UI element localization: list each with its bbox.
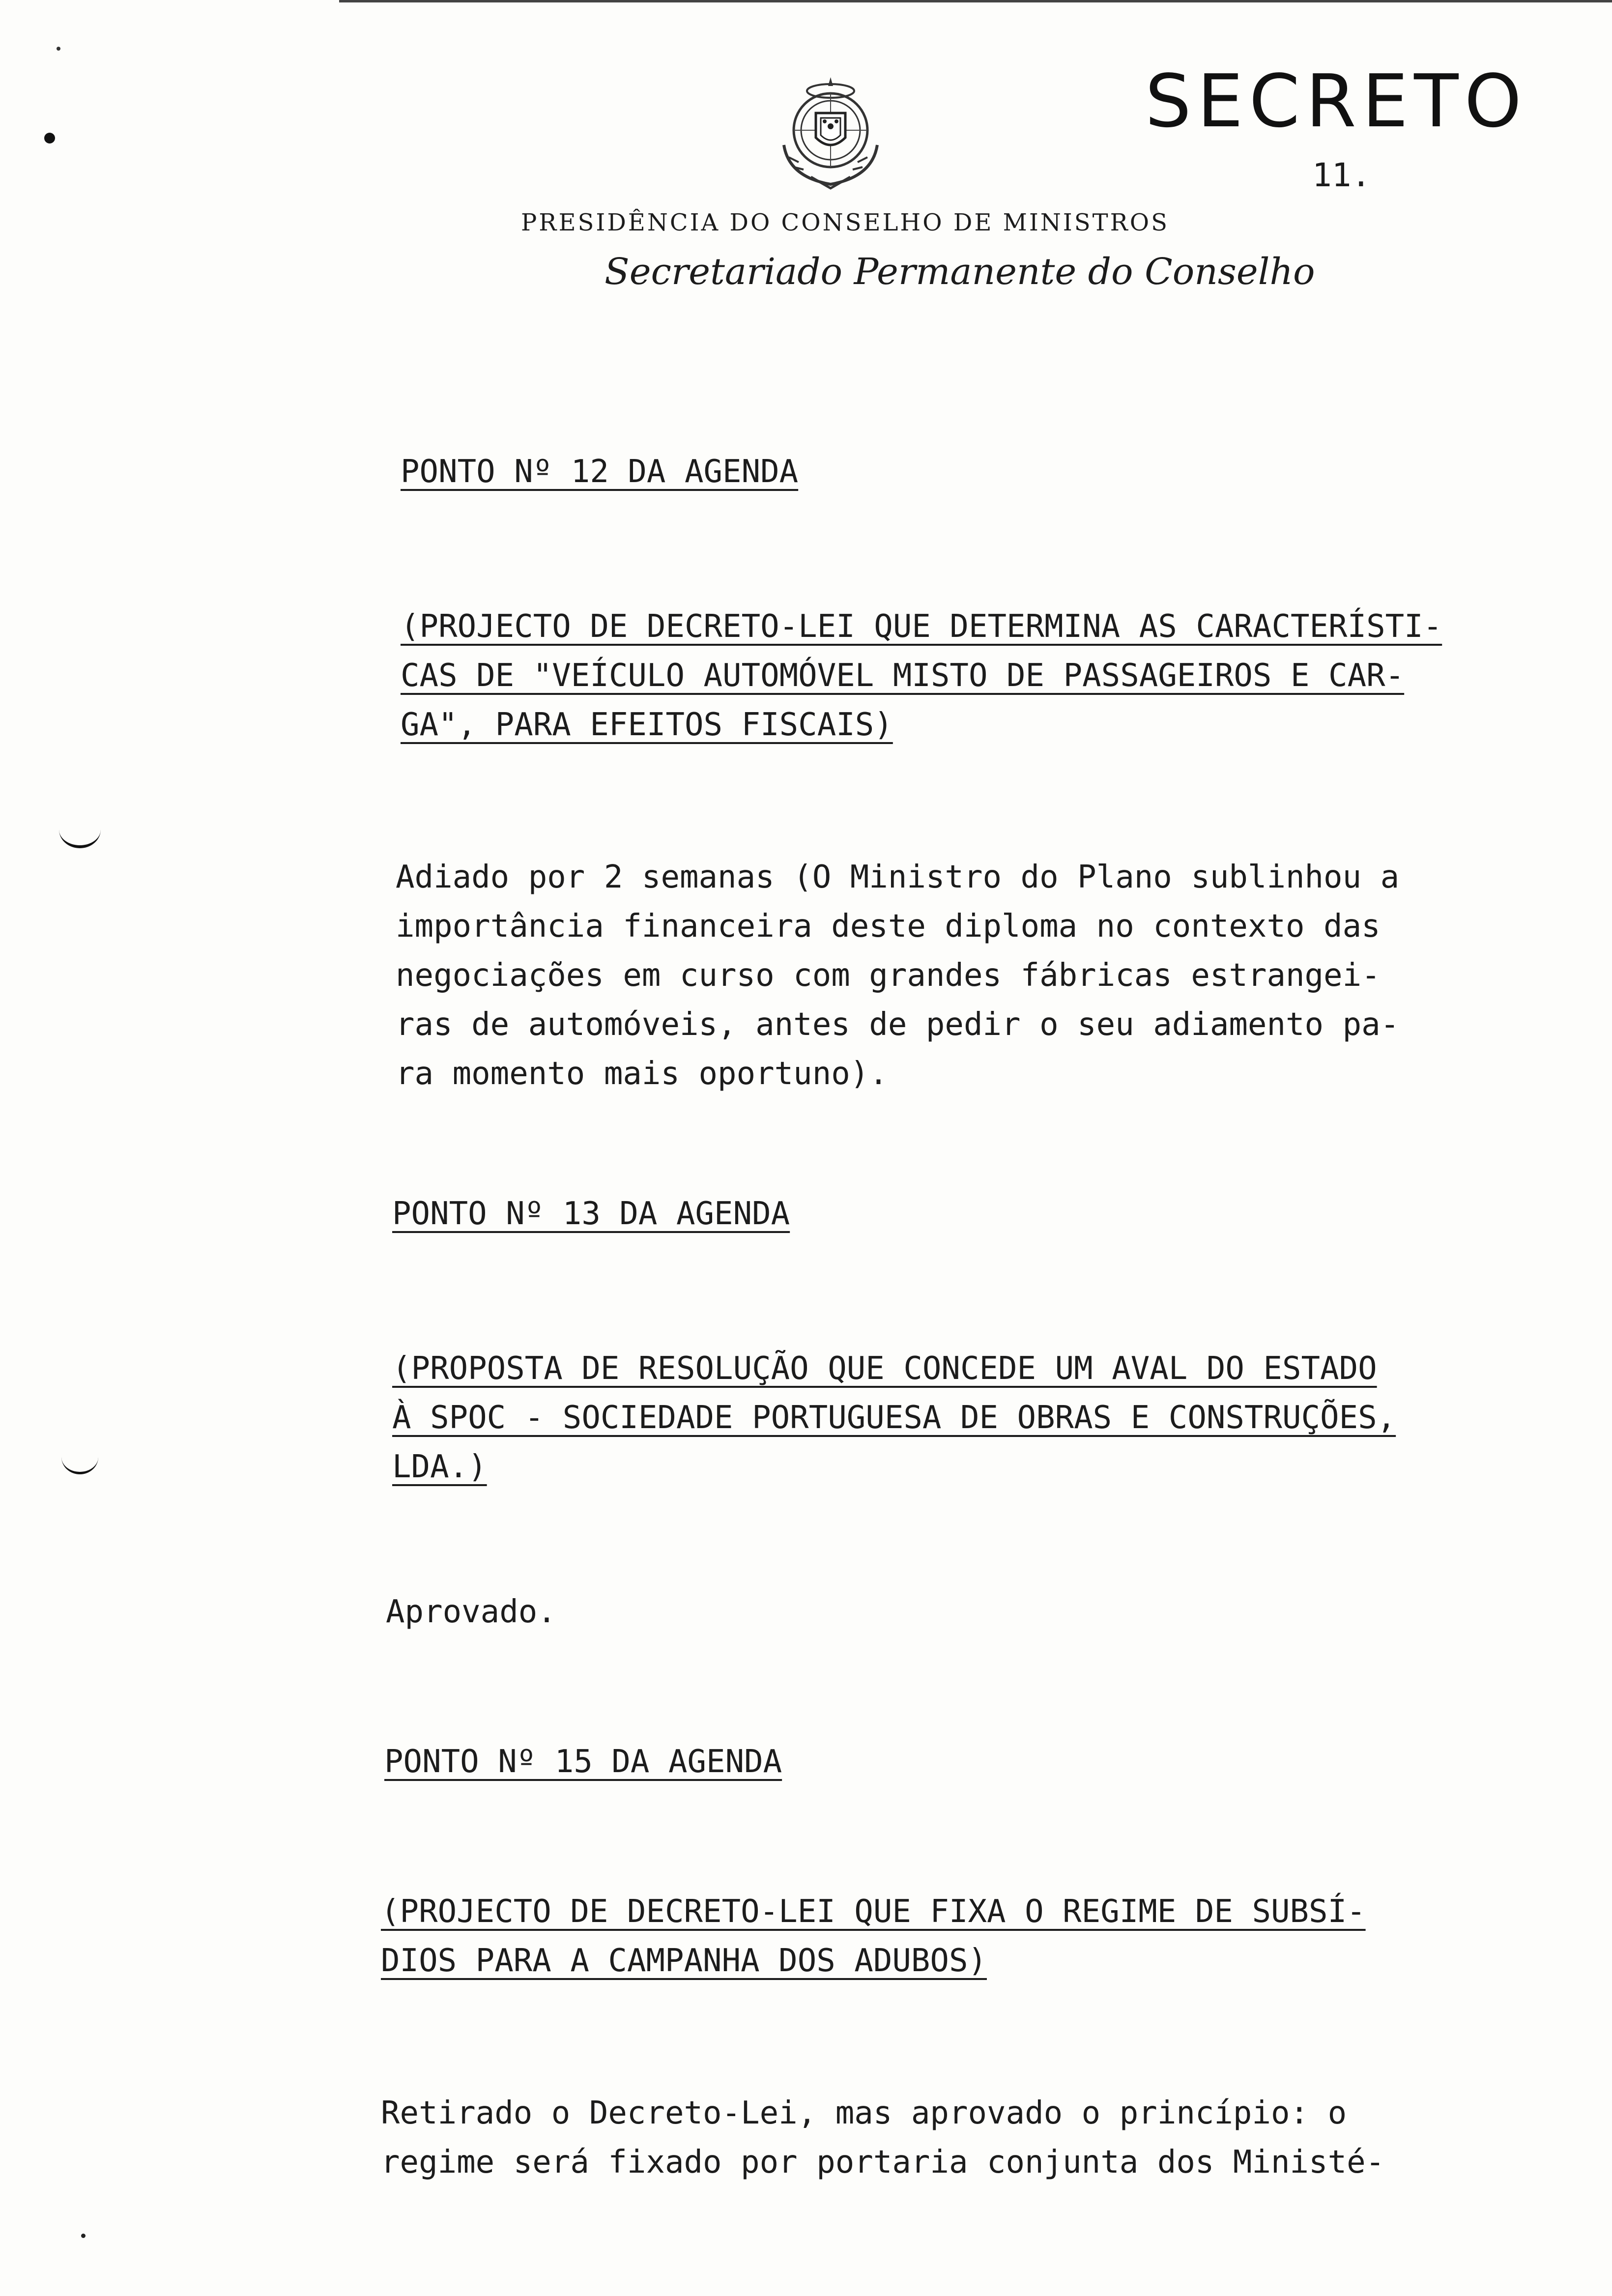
top-edge-rule [339,0,1612,2]
item-heading: PONTO Nº 12 DA AGENDA [401,454,799,490]
margin-dot [57,47,60,51]
coat-of-arms-emblem [769,71,892,194]
classification-stamp: SECRETO [1145,59,1528,144]
margin-curve-mark [59,811,101,848]
item-subject-line: (PROJECTO DE DECRETO-LEI QUE DETERMINA AS CARACTERÍSTI- [401,608,1442,645]
margin-curve-mark [61,1440,98,1474]
item-decision-line: ra momento mais oportuno). [396,1056,888,1092]
item-heading: PONTO Nº 13 DA AGENDA [392,1196,790,1232]
item-decision-line: Aprovado. [386,1594,556,1630]
item-subject-line: (PROPOSTA DE RESOLUÇÃO QUE CONCEDE UM AVAL DO ESTADO [392,1350,1377,1387]
item-decision-line: regime será fixado por portaria conjunta dos Ministé- [381,2144,1385,2181]
organization-name: PRESIDÊNCIA DO CONSELHO DE MINISTROS [521,209,1170,236]
item-heading: PONTO Nº 15 DA AGENDA [384,1744,782,1780]
margin-dot [44,133,55,144]
page-number: 11. [1312,156,1371,194]
item-subject-line: (PROJECTO DE DECRETO-LEI QUE FIXA O REGIME DE SUBSÍ- [381,1894,1366,1930]
item-subject-line: CAS DE "VEÍCULO AUTOMÓVEL MISTO DE PASSAGEIROS E CAR- [401,658,1405,694]
item-subject-line: À SPOC - SOCIEDADE PORTUGUESA DE OBRAS E CONSTRUÇÕES, [392,1400,1396,1436]
item-decision-line: importância financeira deste diploma no contexto das [396,908,1381,945]
item-decision-line: negociações em curso com grandes fábricas estrangei- [396,957,1381,994]
item-decision-line: Retirado o Decreto-Lei, mas aprovado o princípio: o [381,2095,1347,2131]
item-subject-line: LDA.) [392,1449,487,1485]
secretariat-name: Secretariado Permanente do Conselho [604,251,1315,293]
item-subject-line: DIOS PARA A CAMPANHA DOS ADUBOS) [381,1943,987,1979]
item-subject-line: GA", PARA EFEITOS FISCAIS) [401,707,893,743]
item-decision-line: Adiado por 2 semanas (O Ministro do Plano sublinhou a [396,859,1400,895]
margin-dot [81,2234,86,2238]
item-decision-line: ras de automóveis, antes de pedir o seu adiamento pa- [396,1006,1400,1043]
